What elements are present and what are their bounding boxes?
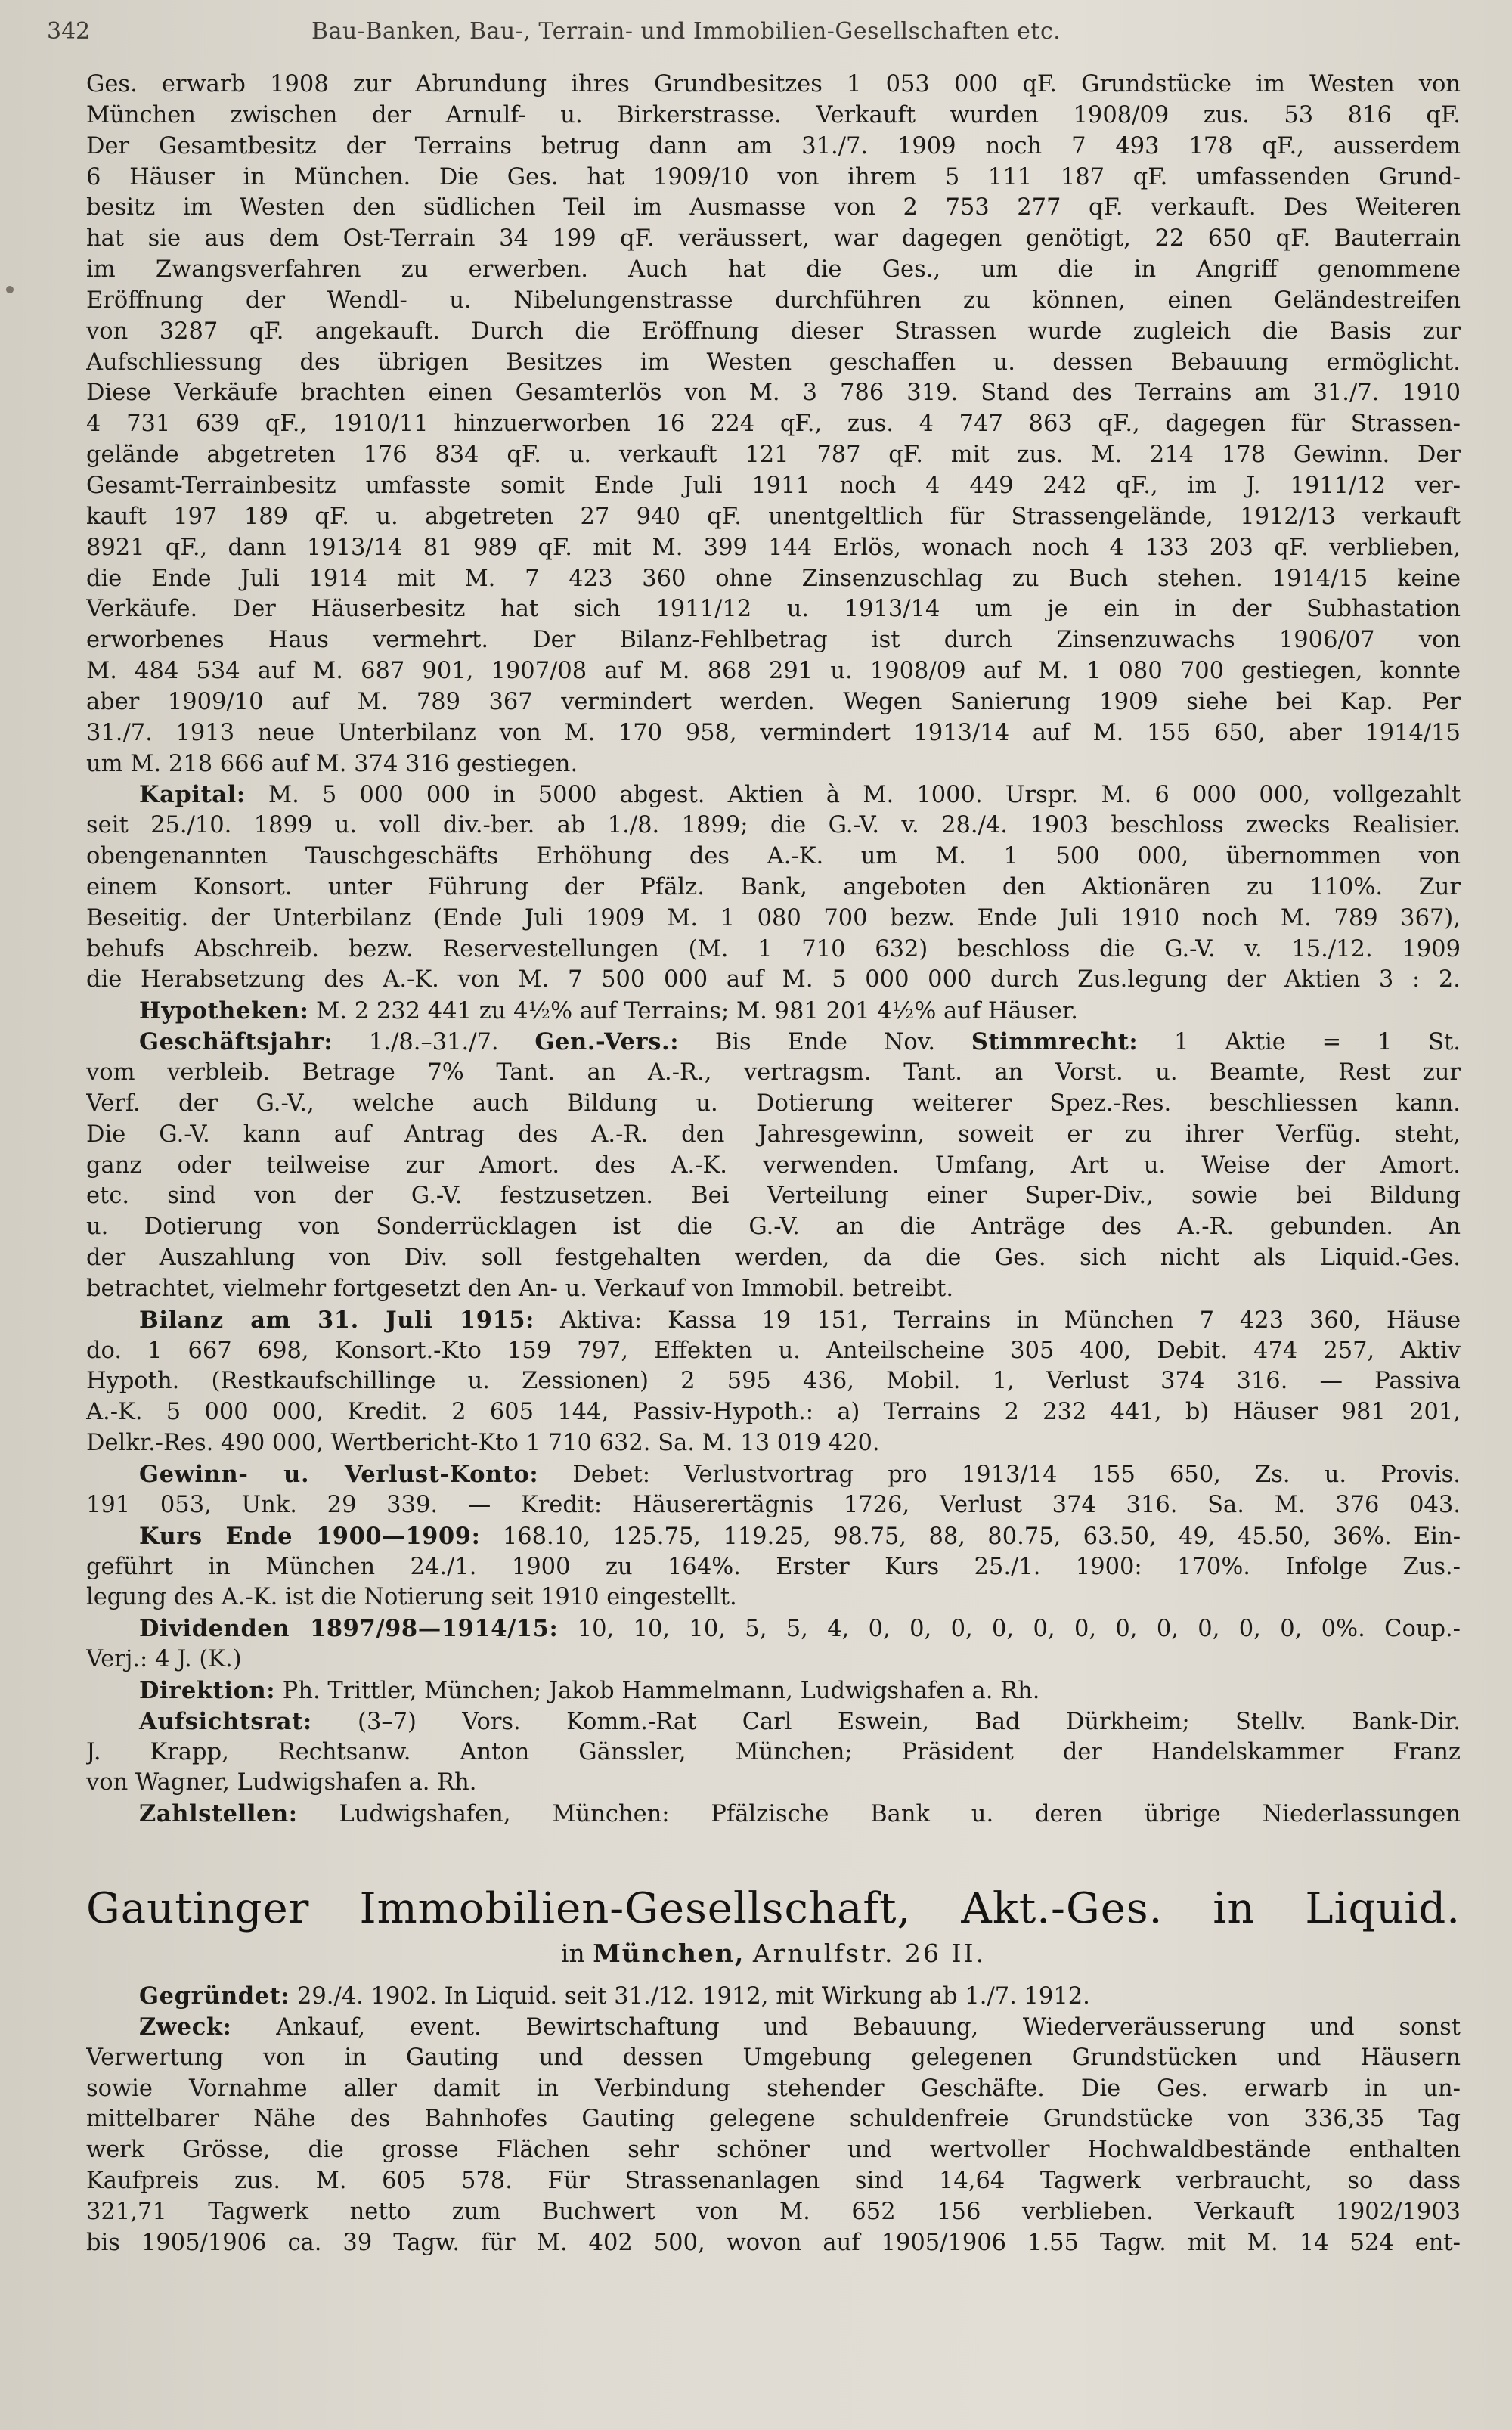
line-text: von 3287 qF. angekauft. Durch die Eröffnung dieser Strassen wurde zugleich die Basis zur [86, 318, 1461, 345]
line-text: Ludwigshafen, München: Pfälzische Bank u. deren übrige Niederlassungen [297, 1801, 1461, 1828]
text-line [86, 1212, 1461, 1243]
running-header [47, 17, 1468, 47]
text-line [86, 1644, 1461, 1675]
line-text: die Ende Juli 1914 mit M. 7 423 360 ohne Zinsenzuschlag zu Buch stehen. 1914/15 keine [86, 565, 1461, 592]
text-line [86, 317, 1461, 348]
text-line [86, 1243, 1461, 1274]
text-line [86, 811, 1461, 842]
line-text: von Wagner, Ludwigshafen a. Rh. [86, 1769, 477, 1796]
line-text: Kaufpreis zus. M. 605 578. Für Strassenanlagen sind 14,64 Tagwerk verbraucht, so dass [86, 2168, 1461, 2195]
text-line [86, 348, 1461, 379]
text-line [86, 1151, 1461, 1182]
line-text: Eröffnung der Wendl- u. Nibelungenstrasse durchführen zu können, einen Geländestreifen [86, 287, 1461, 314]
line-text: Delkr.-Res. 490 000, Wertbericht-Kto 1 710 632. Sa. M. 13 019 420. [86, 1430, 880, 1457]
running-title: Bau-Banken, Bau-, Terrain- und Immobilien-Gesellschaften etc. [311, 18, 1061, 45]
text-line [86, 2074, 1461, 2105]
line-text: Verf. der G.-V., welche auch Bildung u. Dotierung weiterer Spez.-Res. beschliessen kann. [86, 1089, 1461, 1117]
text-line [86, 718, 1461, 749]
text-line [86, 533, 1461, 564]
text-line [86, 1397, 1461, 1428]
section-2-body [86, 1981, 1461, 2259]
entry-label: Gegründet: [139, 1982, 290, 2010]
entry-label: Stimmrecht: [971, 1028, 1139, 1056]
text-line [86, 1058, 1461, 1089]
line-text: Aufschliessung des übrigen Besitzes im Westen geschaffen u. dessen Bebauung ermöglicht. [86, 349, 1461, 376]
entry-label: Zahlstellen: [139, 1800, 298, 1828]
text-line [86, 471, 1461, 502]
text-line [86, 2012, 1461, 2043]
text-line [86, 2135, 1461, 2166]
text-line [86, 2043, 1461, 2074]
line-text: Diese Verkäufe brachten einen Gesamterlös von M. 3 786 319. Stand des Terrains am 31./7. 1910 [86, 380, 1461, 407]
text-line [86, 409, 1461, 440]
entry-label: Kapital: [139, 781, 246, 809]
entry-label: Geschäftsjahr: [139, 1028, 333, 1056]
entry-label: Kurs Ende 1900—1909: [139, 1522, 481, 1550]
line-text: 321,71 Tagwerk netto zum Buchwert von M. 652 156 verblieben. Verkauft 1902/1903 [86, 2198, 1461, 2225]
line-text: der Auszahlung von Div. soll festgehalten werden, da die Ges. sich nicht als Liquid.-Ges. [86, 1244, 1461, 1272]
entry-label: Bilanz am 31. Juli 1915: [139, 1306, 535, 1334]
line-text: 31./7. 1913 neue Unterbilanz von M. 170 958, vermindert 1913/14 auf M. 155 650, aber 1914/15 [86, 719, 1461, 746]
text-line [86, 996, 1461, 1027]
text-line [86, 1675, 1461, 1706]
text-line [86, 1336, 1461, 1367]
text-line [86, 70, 1461, 101]
street: Arnulfstr. 26 II. [752, 1939, 987, 1968]
city: München, [593, 1939, 745, 1968]
line-text: M. 5 000 000 in 5000 abgest. Aktien à M. 1000. Urspr. M. 6 000 000, vollgezahlt [245, 782, 1461, 809]
text-line [86, 965, 1461, 996]
line-text: ganz oder teilweise zur Amort. des A.-K. verwenden. Umfang, Art u. Weise der Amort. [86, 1151, 1461, 1179]
line-text: behufs Abschreib. bezw. Reservestellungen (M. 1 710 632) beschloss die G.-V. v. 15./12. 1909 [86, 935, 1461, 962]
text-line [86, 1459, 1461, 1490]
line-text: J. Krapp, Rechtsanw. Anton Gänssler, München; Präsident der Handelskammer Franz [86, 1738, 1461, 1765]
line-text: mittelbarer Nähe des Bahnhofes Gauting gelegene schuldenfreie Grundstücke von 336,35 Tag [86, 2106, 1461, 2133]
line-text: 29./4. 1902. In Liquid. seit 31./12. 1912, mit Wirkung ab 1./7. 1912. [290, 1983, 1090, 2010]
entry-label: Zweck: [139, 2013, 232, 2041]
text-line [86, 873, 1461, 904]
line-text: betrachtet, vielmehr fortgesetzt den An- u. Verkauf von Immobil. betreibt. [86, 1275, 954, 1302]
text-line [86, 1768, 1461, 1799]
entry-label: Aufsichtsrat: [139, 1707, 312, 1735]
location-prefix: in [560, 1939, 585, 1968]
text-line [86, 255, 1461, 286]
company-address [86, 1937, 1461, 1970]
entry-label: Hypotheken: [139, 997, 309, 1025]
line-text: besitz im Westen den südlichen Teil im Ausmasse von 2 753 277 qF. verkauft. Des Weiteren [86, 194, 1461, 222]
text-line [86, 502, 1461, 533]
text-line [86, 1706, 1461, 1737]
text-line [86, 1089, 1461, 1120]
line-text: Gesamt-Terrainbesitz umfasste somit Ende Juli 1911 noch 4 449 242 qF., im J. 1911/12 ver- [86, 472, 1461, 499]
company-heading: Gautinger Immobilien-Gesellschaft, Akt.-Ges. in Liquid. [86, 1884, 1461, 1933]
line-text: Ges. erwarb 1908 zur Abrundung ihres Grundbesitzes 1 053 000 qF. Grundstücke im Westen von [86, 71, 1461, 98]
line-text: Debet: Verlustvortrag pro 1913/14 155 650, Zs. u. Provis. [538, 1461, 1461, 1488]
text-line [86, 1428, 1461, 1459]
text-line [86, 749, 1461, 780]
text-line [86, 1366, 1461, 1397]
text-line [86, 934, 1461, 965]
text-line [86, 656, 1461, 687]
line-text: erworbenes Haus vermehrt. Der Bilanz-Fehlbetrag ist durch Zinsenzuwachs 1906/07 von [86, 627, 1461, 654]
line-text: etc. sind von der G.-V. festzusetzen. Bei Verteilung einer Super-Div., sowie bei Bildung [86, 1182, 1461, 1210]
line-text: Verkäufe. Der Häuserbesitz hat sich 1911/12 u. 1913/14 um je ein in der Subhastation [86, 596, 1461, 623]
line-text: 6 Häuser in München. Die Ges. hat 1909/10 von ihrem 5 111 187 qF. umfassenden Grund- [86, 163, 1461, 191]
text-line [86, 1737, 1461, 1768]
line-text: legung des A.-K. ist die Notierung seit 1910 eingestellt. [86, 1584, 737, 1611]
line-text: Verwertung von in Gauting und dessen Umgebung gelegenen Grundstücken und Häusern [86, 2044, 1461, 2071]
line-text: vom verbleib. Betrage 7% Tant. an A.-R., vertragsm. Tant. an Vorst. u. Beamte, Rest zur [86, 1059, 1461, 1086]
line-text: Ankauf, event. Bewirtschaftung und Bebauung, Wiederveräusserung und sonst [231, 2013, 1461, 2041]
text-line [86, 286, 1461, 317]
section-1-body [86, 70, 1461, 1830]
text-line [86, 101, 1461, 132]
line-text: 8921 qF., dann 1913/14 81 989 qF. mit M. 399 144 Erlös, wonach noch 4 133 203 qF. verblieben, [86, 534, 1461, 561]
line-text: um M. 218 666 auf M. 374 316 gestiegen. [86, 750, 578, 777]
text-line [86, 1305, 1461, 1336]
text-line [86, 1981, 1461, 2012]
line-text: 191 053, Unk. 29 339. — Kredit: Häuserertägnis 1726, Verlust 374 316. Sa. M. 376 043. [86, 1491, 1461, 1518]
entry-label: Direktion: [139, 1676, 276, 1704]
line-text: Bis Ende Nov. [679, 1029, 971, 1056]
text-line [86, 224, 1461, 255]
text-line [86, 780, 1461, 811]
entry-label: Dividenden 1897/98—1914/15: [139, 1615, 559, 1643]
line-text: A.-K. 5 000 000, Kredit. 2 605 144, Passiv-Hypoth.: a) Terrains 2 232 441, b) Häuser 981 201, [86, 1399, 1461, 1426]
text-line [86, 1027, 1461, 1058]
text-line [86, 1181, 1461, 1212]
text-line [86, 2104, 1461, 2135]
line-text: Der Gesamtbesitz der Terrains betrug dann am 31./7. 1909 noch 7 493 178 qF., ausserdem [86, 132, 1461, 160]
text-line [86, 2197, 1461, 2228]
text-line [86, 625, 1461, 656]
text-line [86, 440, 1461, 471]
line-text: 1./8.–31./7. [333, 1029, 535, 1056]
line-text: u. Dotierung von Sonderrücklagen ist die G.-V. an die Anträge des A.-R. gebunden. An [86, 1213, 1461, 1241]
line-text: die Herabsetzung des A.-K. von M. 7 500 000 auf M. 5 000 000 durch Zus.legung der Aktien 3 : 2. [86, 966, 1461, 993]
text-line [86, 1490, 1461, 1521]
text-line [86, 1582, 1461, 1613]
text-line [86, 2166, 1461, 2197]
text-line [86, 564, 1461, 595]
line-text: Hypoth. (Restkaufschillinge u. Zessionen) 2 595 436, Mobil. 1, Verlust 374 316. — Passiva [86, 1368, 1461, 1395]
text-line [86, 594, 1461, 625]
line-text: M. 484 534 auf M. 687 901, 1907/08 auf M. 868 291 u. 1908/09 auf M. 1 080 700 gestiegen, konnte [86, 658, 1461, 685]
entry-label: Gewinn- u. Verlust-Konto: [139, 1460, 539, 1488]
line-text: geführt in München 24./1. 1900 zu 164%. Erster Kurs 25./1. 1900: 170%. Infolge Zus.- [86, 1553, 1461, 1580]
line-text: 4 731 639 qF., 1910/11 hinzuerworben 16 224 qF., zus. 4 747 863 qF., dagegen für Strassen- [86, 411, 1461, 438]
line-text: Aktiva: Kassa 19 151, Terrains in München 7 423 360, Häuse [534, 1306, 1461, 1334]
line-text: Beseitig. der Unterbilanz (Ende Juli 1909 M. 1 080 700 bezw. Ende Juli 1910 noch M. 789 367), [86, 904, 1461, 931]
text-line [86, 1120, 1461, 1151]
text-line [86, 193, 1461, 224]
line-text: hat sie aus dem Ost-Terrain 34 199 qF. veräussert, war dagegen genötigt, 22 650 qF. Bauterrain [86, 225, 1461, 253]
text-line [86, 132, 1461, 163]
text-line [86, 1613, 1461, 1644]
line-text: aber 1909/10 auf M. 789 367 vermindert werden. Wegen Sanierung 1909 siehe bei Kap. Per [86, 688, 1461, 715]
line-text: 10, 10, 10, 5, 5, 4, 0, 0, 0, 0, 0, 0, 0, 0, 0, 0, 0, 0%. Coup.- [558, 1616, 1461, 1643]
line-text: do. 1 667 698, Konsort.-Kto 159 797, Effekten u. Anteilscheine 305 400, Debit. 474 257, Aktiv [86, 1337, 1461, 1364]
line-text: 1 Aktie = 1 St. [1138, 1029, 1461, 1056]
text-line [86, 687, 1461, 718]
text-line [86, 2228, 1461, 2259]
line-text: gelände abgetreten 176 834 qF. u. verkauft 121 787 qF. mit zus. M. 214 178 Gewinn. Der [86, 442, 1461, 469]
line-text: kauft 197 189 qF. u. abgetreten 27 940 qF. unentgeltlich für Strassengelände, 1912/13 verkauft [86, 503, 1461, 530]
text-line [86, 1521, 1461, 1552]
line-text: obengenannten Tauschgeschäfts Erhöhung des A.-K. um M. 1 500 000, übernommen von [86, 843, 1461, 870]
line-text: Die G.-V. kann auf Antrag des A.-R. den Jahresgewinn, soweit er zu ihrer Verfüg. steht, [86, 1120, 1461, 1148]
text-line [86, 378, 1461, 409]
text-line [86, 1799, 1461, 1830]
line-text: (3–7) Vors. Komm.-Rat Carl Eswein, Bad Dürkheim; Stellv. Bank-Dir. [311, 1708, 1461, 1735]
text-line [86, 1274, 1461, 1305]
line-text: M. 2 232 441 zu 4½% auf Terrains; M. 981 201 4½% auf Häuser. [308, 998, 1078, 1025]
line-text: einem Konsort. unter Führung der Pfälz. Bank, angeboten den Aktionären zu 110%. Zur [86, 873, 1461, 900]
line-text: 168.10, 125.75, 119.25, 98.75, 88, 80.75, 63.50, 49, 45.50, 36%. Ein- [480, 1523, 1461, 1550]
text-line [86, 163, 1461, 194]
line-text: werk Grösse, die grosse Flächen sehr schöner und wertvoller Hochwaldbestände enthalten [86, 2137, 1461, 2164]
entry-label: Gen.-Vers.: [534, 1028, 680, 1056]
text-line [86, 842, 1461, 873]
line-text: Verj.: 4 J. (K.) [86, 1646, 242, 1673]
line-text: seit 25./10. 1899 u. voll div.-ber. ab 1./8. 1899; die G.-V. v. 28./4. 1903 beschloss zwecks Realisier. [86, 812, 1461, 839]
margin-speck [6, 286, 14, 293]
line-text: sowie Vornahme aller damit in Verbindung stehender Geschäfte. Die Ges. erwarb in un- [86, 2075, 1461, 2102]
line-text: im Zwangsverfahren zu erwerben. Auch hat die Ges., um die in Angriff genommene [86, 256, 1461, 284]
line-text: Ph. Trittler, München; Jakob Hammelmann, Ludwigshafen a. Rh. [275, 1677, 1040, 1704]
text-line [86, 904, 1461, 934]
line-text: München zwischen der Arnulf- u. Birkerstrasse. Verkauft wurden 1908/09 zus. 53 816 qF. [86, 101, 1461, 129]
page-number: 342 [47, 18, 91, 45]
text-line [86, 1552, 1461, 1583]
line-text: bis 1905/1906 ca. 39 Tagw. für M. 402 500, wovon auf 1905/1906 1.55 Tagw. mit M. 14 524 ent- [86, 2229, 1461, 2256]
